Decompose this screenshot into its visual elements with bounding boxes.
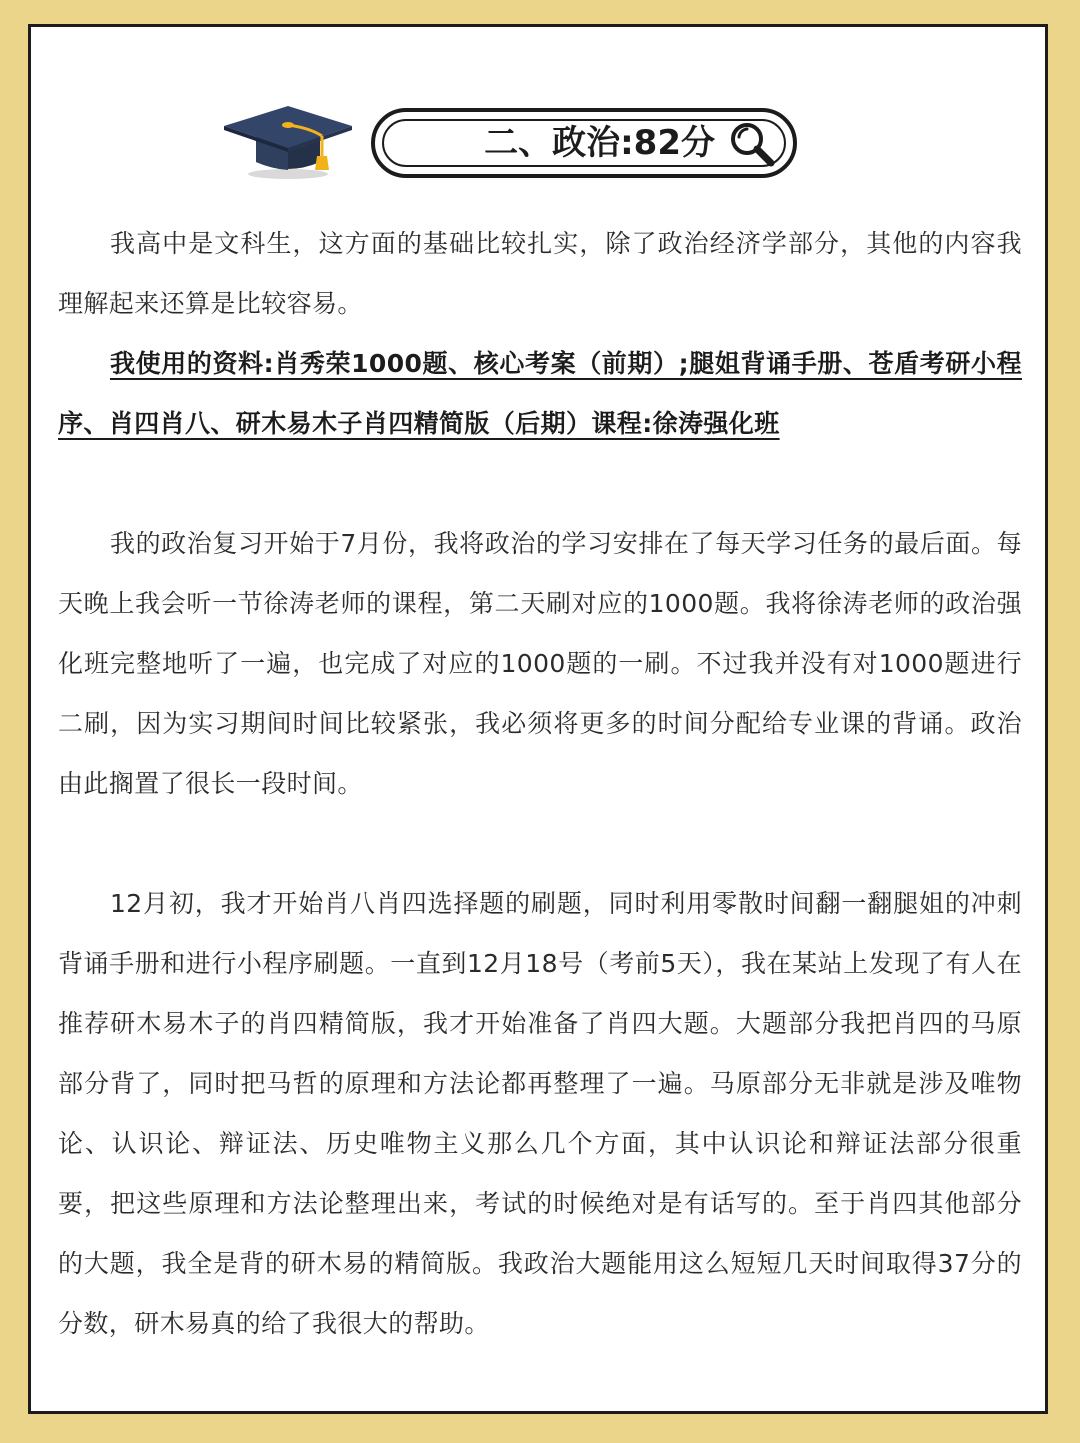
graduation-cap-icon [222, 104, 356, 182]
paragraph-materials: 我使用的资料:肖秀荣1000题、核心考案（前期）;腿姐背诵手册、苍盾考研小程序、肖四肖八、研木易木子肖四精简版（后期）课程:徐涛强化班 [58, 349, 1022, 438]
section-title: 二、政治:82分 [484, 123, 715, 163]
section-title-box [371, 108, 797, 178]
paragraph-intro: 我高中是文科生，这方面的基础比较扎实，除了政治经济学部分，其他的内容我理解起来还算是比较容易。 [58, 229, 1022, 318]
magnifier-icon [727, 119, 779, 171]
paragraph-december: 12月初，我才开始肖八肖四选择题的刷题，同时利用零散时间翻一翻腿姐的冲刺背诵手册和进行小程序刷题。一直到12月18号（考前5天），我在某站上发现了有人在推荐研木易木子的肖四精简版，我才开始准备了肖四大题。大题部分我把肖四的马原部分背了，同时把马哲的原理和方法论都再整理了一遍。马原部分无非就是涉及唯物论、认识论、辩证法、历史唯物主义那么几个方面，其中认识论和辩证法部分很重要，把这些原理和方法论整理出来，考试的时候绝对是有话写的。至于肖四其他部分的大题，我全是背的研木易的精简版。我政治大题能用这么短短几天时间取得37分的分数，研木易真的给了我很大的帮助。 [58, 889, 1022, 1338]
paragraph-review-start: 我的政治复习开始于7月份，我将政治的学习安排在了每天学习任务的最后面。每天晚上我会听一节徐涛老师的课程，第二天刷对应的1000题。我将徐涛老师的政治强化班完整地听了一遍，也完成了对应的1000题的一刷。不过我并没有对1000题进行二刷，因为实习期间时间比较紧张，我必须将更多的时间分配给专业课的背诵。政治由此搁置了很长一段时间。 [58, 529, 1022, 798]
